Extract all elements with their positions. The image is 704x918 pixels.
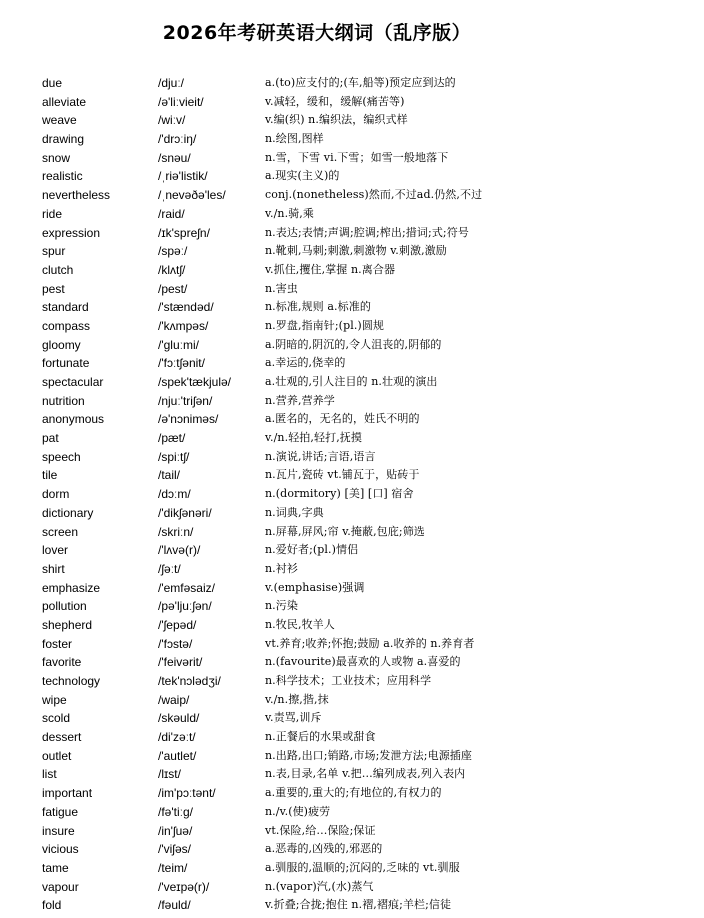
vocab-row <box>0 167 704 186</box>
vocab-definition: n.正餐后的水果或甜食 <box>265 730 376 744</box>
vocab-phonetic: /ˌriə'listik/ <box>158 169 208 184</box>
vocab-row <box>0 709 704 728</box>
vocab-definition: v.编(织) n.编织法，编织式样 <box>265 113 408 127</box>
vocab-definition: n.演说,讲话;言语,语言 <box>265 449 376 463</box>
vocab-row <box>0 373 704 392</box>
vocab-row <box>0 672 704 691</box>
vocab-phonetic: /teim/ <box>158 860 188 875</box>
vocab-row <box>0 560 704 579</box>
vocab-definition: a.重要的,重大的;有地位的,有权力的 <box>265 786 442 800</box>
vocab-row <box>0 653 704 672</box>
vocab-definition: n.污染 <box>265 599 298 613</box>
vocab-definition: v.责骂,训斥 <box>265 711 322 725</box>
vocab-phonetic: /njuː'triʃən/ <box>158 393 213 408</box>
vocab-row <box>0 579 704 598</box>
vocab-row <box>0 205 704 224</box>
vocab-definition: n./v.(使)疲劳 <box>265 804 331 818</box>
vocab-word: tame <box>42 860 69 875</box>
vocab-definition: v./n.擦,揩,抹 <box>265 692 329 706</box>
vocab-word: dessert <box>42 730 82 745</box>
vocab-phonetic: /tail/ <box>158 468 181 483</box>
vocab-phonetic: /spəː/ <box>158 244 188 259</box>
vocab-row <box>0 317 704 336</box>
vocab-definition: n.词典,字典 <box>265 505 324 519</box>
vocab-row <box>0 111 704 130</box>
vocab-phonetic: /'fɔstə/ <box>158 636 193 651</box>
vocab-row <box>0 859 704 878</box>
vocab-definition: v.(emphasise)强调 <box>265 580 365 594</box>
vocab-definition: n.科学技术；工业技术；应用科学 <box>265 674 432 687</box>
vocab-phonetic: /fəuld/ <box>158 898 191 913</box>
vocab-definition: v.折叠;合拢;抱住 n.褶,褶痕;羊栏;信徒 <box>265 898 452 912</box>
vocab-definition: n.表达;表情;声调;腔调;榨出;措词;式;符号 <box>265 225 469 239</box>
vocab-phonetic: /spek'tækjulə/ <box>158 375 231 389</box>
vocab-definition: n.(vapor)汽,(水)蒸气 <box>265 879 374 893</box>
vocab-phonetic: /dɔːm/ <box>158 487 191 502</box>
vocab-phonetic: /pə'ljuːʃən/ <box>158 599 212 614</box>
vocab-definition: a.壮观的,引人注目的 n.壮观的演出 <box>265 375 438 388</box>
vocab-row <box>0 747 704 766</box>
vocab-word: scold <box>42 711 71 726</box>
vocab-definition: n.(favourite)最喜欢的人或物 a.喜爱的 <box>265 655 461 669</box>
vocab-word: foster <box>42 636 73 651</box>
vocab-word: fatigue <box>42 804 79 819</box>
vocab-row <box>0 186 704 205</box>
vocab-phonetic: /in'ʃuə/ <box>158 823 193 838</box>
vocab-word: pest <box>42 281 65 296</box>
vocab-definition: n.罗盘,指南针;(pl.)圆规 <box>265 318 385 332</box>
vocab-word: dictionary <box>42 505 94 520</box>
vocab-word: compass <box>42 318 91 333</box>
vocab-definition: n.屏幕,屏风;帘 v.掩蔽,包庇;筛选 <box>265 524 425 538</box>
vocab-phonetic: /waip/ <box>158 692 190 707</box>
vocab-word: standard <box>42 300 89 315</box>
vocab-word: alleviate <box>42 94 87 109</box>
vocab-definition: n.绘图,图样 <box>265 132 324 146</box>
vocab-word: fortunate <box>42 356 90 371</box>
vocab-phonetic: /pæt/ <box>158 431 186 446</box>
vocab-phonetic: /ˌnevəðə'les/ <box>158 188 226 203</box>
vocab-row <box>0 261 704 280</box>
vocab-definition: a.现实(主义)的 <box>265 169 340 183</box>
vocab-row <box>0 149 704 168</box>
vocab-row <box>0 336 704 355</box>
vocab-row <box>0 784 704 803</box>
vocab-row <box>0 840 704 859</box>
vocab-word: important <box>42 786 93 801</box>
vocab-phonetic: /raid/ <box>158 206 185 221</box>
vocab-definition: n.爱好者;(pl.)情侣 <box>265 543 359 557</box>
vocab-phonetic: /ʃəːt/ <box>158 561 181 576</box>
vocab-row <box>0 523 704 542</box>
vocab-definition: a.恶毒的,凶残的,邪恶的 <box>265 842 383 856</box>
vocab-definition: a.(to)应支付的;(车,船等)预定应到达的 <box>265 76 456 89</box>
vocab-word: clutch <box>42 262 74 277</box>
vocab-row <box>0 691 704 710</box>
vocab-word: list <box>42 767 57 782</box>
vocab-definition: a.驯服的,温顺的;沉闷的,乏味的 vt.驯服 <box>265 860 460 874</box>
vocab-row <box>0 728 704 747</box>
vocab-word: weave <box>42 113 77 128</box>
vocab-word: realistic <box>42 169 83 184</box>
vocab-word: spectacular <box>42 375 104 389</box>
vocab-word: lover <box>42 543 69 558</box>
vocab-phonetic: /wiːv/ <box>158 113 186 128</box>
vocab-phonetic: /'gluːmi/ <box>158 337 199 352</box>
vocab-phonetic: /'kʌmpəs/ <box>158 318 209 333</box>
vocab-definition: n.靴刺,马刺;刺激,刺激物 v.刺激,激励 <box>265 244 447 258</box>
vocab-row <box>0 298 704 317</box>
vocab-word: snow <box>42 150 71 165</box>
vocab-row <box>0 280 704 299</box>
vocab-definition: v.抓住,攫住,掌握 n.离合器 <box>265 262 396 276</box>
vocab-phonetic: /'viʃəs/ <box>158 842 191 857</box>
vocab-phonetic: /'lʌvə(r)/ <box>158 543 201 558</box>
vocab-row <box>0 504 704 523</box>
page-title: 2026年考研英语大纲词（乱序版） <box>162 22 472 44</box>
vocab-row <box>0 597 704 616</box>
vocab-phonetic: /im'pɔːtənt/ <box>158 786 216 801</box>
vocab-definition: vt.养育;收养;怀抱;鼓励 a.收养的 n.养育者 <box>265 636 475 650</box>
vocab-word: gloomy <box>42 337 81 352</box>
vocab-definition: n.衬衫 <box>265 561 298 575</box>
vocab-word: nevertheless <box>42 188 111 203</box>
vocab-word: ride <box>42 206 63 221</box>
vocab-definition: vt.保险,给…保险;保证 <box>265 823 376 837</box>
vocab-row <box>0 822 704 841</box>
vocab-phonetic: /'feivərit/ <box>158 655 203 670</box>
vocab-definition: conj.(nonetheless)然而,不过ad.仍然,不过 <box>265 188 483 202</box>
vocab-row <box>0 242 704 261</box>
vocab-row <box>0 130 704 149</box>
vocab-word: dorm <box>42 487 70 502</box>
vocab-definition: v./n.轻拍,轻打,抚摸 <box>265 431 362 445</box>
vocab-word: screen <box>42 524 79 539</box>
vocab-word: pat <box>42 431 59 446</box>
vocab-phonetic: /spiːtʃ/ <box>158 449 190 464</box>
vocab-word: outlet <box>42 748 72 763</box>
vocab-row <box>0 616 704 635</box>
vocab-definition: n.瓦片,瓷砖 vt.铺瓦于，贴砖于 <box>265 468 420 482</box>
vocab-row <box>0 448 704 467</box>
vocab-phonetic: /ɪk'spreʃn/ <box>158 225 210 240</box>
vocab-definition: v.减轻，缓和，缓解(痛苦等) <box>265 94 405 108</box>
vocab-phonetic: /ə'liːvieit/ <box>158 94 204 109</box>
vocab-row <box>0 429 704 448</box>
vocab-word: shepherd <box>42 617 93 632</box>
vocab-phonetic: /tek'nɔlədʒi/ <box>158 674 221 688</box>
vocab-row <box>0 803 704 822</box>
vocab-word: anonymous <box>42 412 105 427</box>
vocab-phonetic: /'ʃepəd/ <box>158 617 197 632</box>
vocab-row <box>0 635 704 654</box>
vocab-word: drawing <box>42 132 85 147</box>
vocab-row <box>0 541 704 560</box>
vocab-definition: n.害虫 <box>265 281 298 295</box>
vocab-phonetic: /skriːn/ <box>158 524 194 539</box>
vocab-row <box>0 224 704 243</box>
vocab-phonetic: /ə'nɔniməs/ <box>158 412 219 427</box>
vocab-word: wipe <box>42 692 67 707</box>
vocab-word: due <box>42 76 63 90</box>
vocab-definition: n.表,目录,名单 v.把…编列成表,列入表内 <box>265 767 466 781</box>
vocab-phonetic: /djuː/ <box>158 76 185 90</box>
vocab-definition: n.出路,出口;销路,市场;发泄方法;电源插座 <box>265 748 472 762</box>
vocab-phonetic: /'dikʃənəri/ <box>158 505 212 520</box>
vocab-phonetic: /pest/ <box>158 281 188 296</box>
vocab-definition: v./n.骑,乘 <box>265 206 314 220</box>
vocab-phonetic: /skəuld/ <box>158 711 200 726</box>
vocab-phonetic: /'drɔːiŋ/ <box>158 132 197 147</box>
vocab-definition: a.阴暗的,阴沉的,令人沮丧的,阴郁的 <box>265 337 442 351</box>
vocab-word: emphasize <box>42 580 101 595</box>
vocab-word: insure <box>42 823 75 838</box>
vocab-row <box>0 354 704 373</box>
vocab-word: tile <box>42 468 58 483</box>
vocab-definition: a.幸运的,侥幸的 <box>265 356 346 370</box>
vocab-definition: n.牧民,牧羊人 <box>265 617 335 631</box>
vocab-row <box>0 466 704 485</box>
vocab-word: spur <box>42 244 66 259</box>
vocab-row <box>0 896 704 915</box>
vocab-row <box>0 74 704 93</box>
vocab-phonetic: /'veɪpə(r)/ <box>158 879 210 894</box>
vocab-phonetic: /'autlet/ <box>158 748 197 763</box>
vocab-word: shirt <box>42 561 65 576</box>
vocab-phonetic: /lɪst/ <box>158 767 181 782</box>
vocab-phonetic: /klʌtʃ/ <box>158 262 186 277</box>
vocab-definition: n.(dormitory) [美] [口] 宿舍 <box>265 487 414 501</box>
vocab-definition: n.营养,营养学 <box>265 393 335 407</box>
vocab-row <box>0 93 704 112</box>
vocab-word: speech <box>42 449 81 464</box>
vocab-phonetic: /'stændəd/ <box>158 300 214 315</box>
vocab-phonetic: /snəu/ <box>158 150 191 165</box>
vocab-definition: n.雪，下雪 vi.下雪；如雪一般地落下 <box>265 150 449 164</box>
vocab-word: favorite <box>42 655 82 670</box>
word-list <box>0 74 704 915</box>
vocab-word: vicious <box>42 842 79 857</box>
vocab-word: pollution <box>42 599 87 614</box>
vocab-phonetic: /'fɔːtʃənit/ <box>158 356 205 371</box>
vocab-row <box>0 392 704 411</box>
vocab-phonetic: /di'zəːt/ <box>158 730 196 745</box>
vocab-definition: a.匿名的，无名的，姓氏不明的 <box>265 412 420 426</box>
vocab-word: vapour <box>42 879 79 894</box>
vocab-word: expression <box>42 225 101 240</box>
vocab-phonetic: /'emfəsaiz/ <box>158 580 215 595</box>
vocab-row <box>0 878 704 897</box>
vocab-word: nutrition <box>42 393 85 408</box>
vocab-row <box>0 410 704 429</box>
vocab-definition: n.标准,规则 a.标准的 <box>265 300 371 314</box>
vocab-row <box>0 485 704 504</box>
vocab-word: fold <box>42 898 62 913</box>
vocab-row <box>0 765 704 784</box>
vocab-phonetic: /fə'tiːg/ <box>158 804 193 819</box>
vocab-word: technology <box>42 674 101 688</box>
